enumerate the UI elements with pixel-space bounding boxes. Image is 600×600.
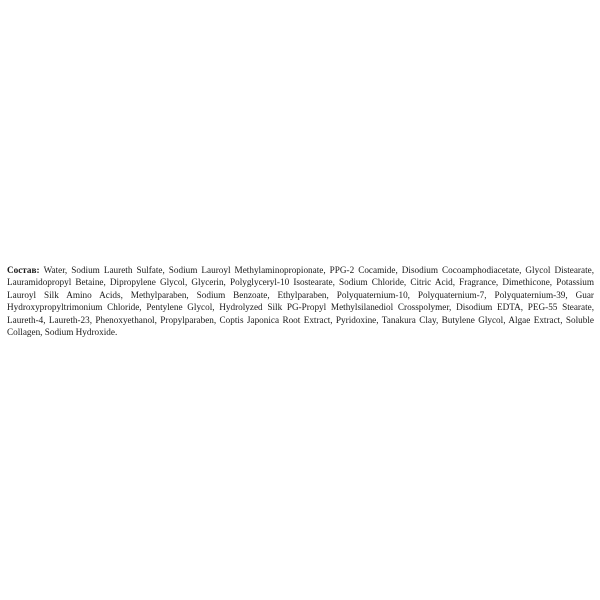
ingredients-label: Состав: (7, 265, 40, 275)
ingredients-text: Water, Sodium Laureth Sulfate, Sodium Lauroyl Methylaminopropionate, PPG-2 Cocamide, Disodium Cocoamphodiacetate, Glycol Distearate, Lauramidopropyl Betaine, Dipropylene Glycol, Glycerin, Polyglyceryl-10 Isostearate, Sodium Chloride, Citric Acid, Fragrance, Dimethicone, Potassium Lauroyl Silk Amino Acids, Methylparaben, Sodium Benzoate, Ethylparaben, Polyquaternium-10, Polyquaternium-7, Polyquaternium-39, Guar Hydroxypropyltrimonium Chloride, Pentylene Glycol, Hydrolyzed Silk PG-Propyl Methylsilanediol Crosspolymer, Disodium EDTA, PEG-55 Stearate, Laureth-4, Laureth-23, Phenoxyethanol, Propylparaben, Coptis Japonica Root Extract, Pyridoxine, Tanakura Clay, Butylene Glycol, Algae Extract, Soluble Collagen, Sodium Hydroxide. (7, 265, 594, 338)
ingredients-paragraph (7, 264, 594, 338)
